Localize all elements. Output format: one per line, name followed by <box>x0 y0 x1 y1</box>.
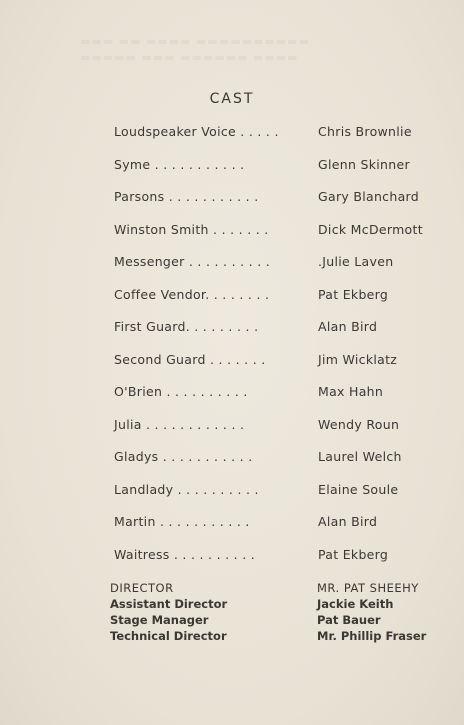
cast-row <box>114 381 434 414</box>
cast-actor: Dick McDermott <box>318 221 423 237</box>
cast-actor: .Julie Laven <box>318 254 394 269</box>
cast-row <box>114 414 434 447</box>
cast-row <box>114 154 434 187</box>
cast-role: O'Brien . . . . . . . . . . <box>114 384 248 399</box>
cast-actor: Wendy Roun <box>318 416 400 432</box>
cast-actor: Jim Wicklatz <box>318 351 398 367</box>
cast-row <box>114 479 434 512</box>
cast-row <box>114 284 434 317</box>
cast-row <box>114 186 434 219</box>
crew-role: Assistant Director <box>110 597 228 611</box>
cast-row <box>114 511 434 544</box>
cast-heading: CAST <box>209 91 255 107</box>
cast-actor: Max Hahn <box>318 384 384 399</box>
cast-actor: Pat Ekberg <box>318 546 389 562</box>
cast-list <box>114 121 434 576</box>
cast-actor: Pat Ekberg <box>318 286 389 302</box>
crew-row <box>110 597 440 613</box>
cast-role: Parsons . . . . . . . . . . . <box>114 189 259 204</box>
cast-role: Winston Smith . . . . . . . <box>114 221 269 237</box>
crew-list <box>110 581 440 645</box>
crew-person: Jackie Keith <box>317 597 394 611</box>
cast-row <box>114 251 434 284</box>
cast-actor: Alan Bird <box>318 319 378 334</box>
cast-role: Loudspeaker Voice . . . . . <box>114 124 279 139</box>
cast-role: Coffee Vendor. . . . . . . . <box>114 286 270 302</box>
cast-actor: Alan Bird <box>318 514 378 529</box>
crew-row <box>110 613 440 629</box>
cast-actor: Gary Blanchard <box>318 189 419 204</box>
cast-row <box>114 219 434 252</box>
cast-row <box>114 316 434 349</box>
cast-role: Second Guard . . . . . . . <box>114 351 266 367</box>
cast-row <box>114 446 434 479</box>
crew-person: Mr. Phillip Fraser <box>317 629 427 643</box>
cast-actor: Chris Brownlie <box>318 124 412 139</box>
cast-role: Messenger . . . . . . . . . . <box>114 254 271 269</box>
cast-role: Syme . . . . . . . . . . . <box>114 156 245 172</box>
crew-role: DIRECTOR <box>110 581 174 595</box>
crew-role: Technical Director <box>110 629 227 643</box>
cast-actor: Elaine Soule <box>318 481 399 497</box>
cast-role: Waitress . . . . . . . . . . <box>114 546 256 562</box>
cast-role: Landlady . . . . . . . . . . <box>114 481 259 497</box>
cast-actor: Glenn Skinner <box>318 156 410 172</box>
cast-row <box>114 349 434 382</box>
cast-role: Martin . . . . . . . . . . . <box>114 514 250 529</box>
cast-role: First Guard. . . . . . . . . <box>114 319 259 334</box>
cast-role: Gladys . . . . . . . . . . . <box>114 449 253 464</box>
crew-person: Pat Bauer <box>317 613 381 627</box>
crew-person: MR. PAT SHEEHY <box>317 581 419 595</box>
cast-actor: Laurel Welch <box>318 449 402 464</box>
cast-row <box>114 121 434 154</box>
cast-row <box>114 544 434 577</box>
crew-row <box>110 629 440 645</box>
crew-row <box>110 581 440 597</box>
show-through-text: ▬▬▬ ▬▬ ▬▬▬▬ ▬▬▬▬▬▬▬▬▬▬ ▬▬▬▬▬ ▬▬▬ ▬▬▬▬▬▬ ▬▬▬▬ <box>80 35 310 64</box>
crew-role: Stage Manager <box>110 613 209 627</box>
cast-role: Julia . . . . . . . . . . . . <box>114 416 245 432</box>
